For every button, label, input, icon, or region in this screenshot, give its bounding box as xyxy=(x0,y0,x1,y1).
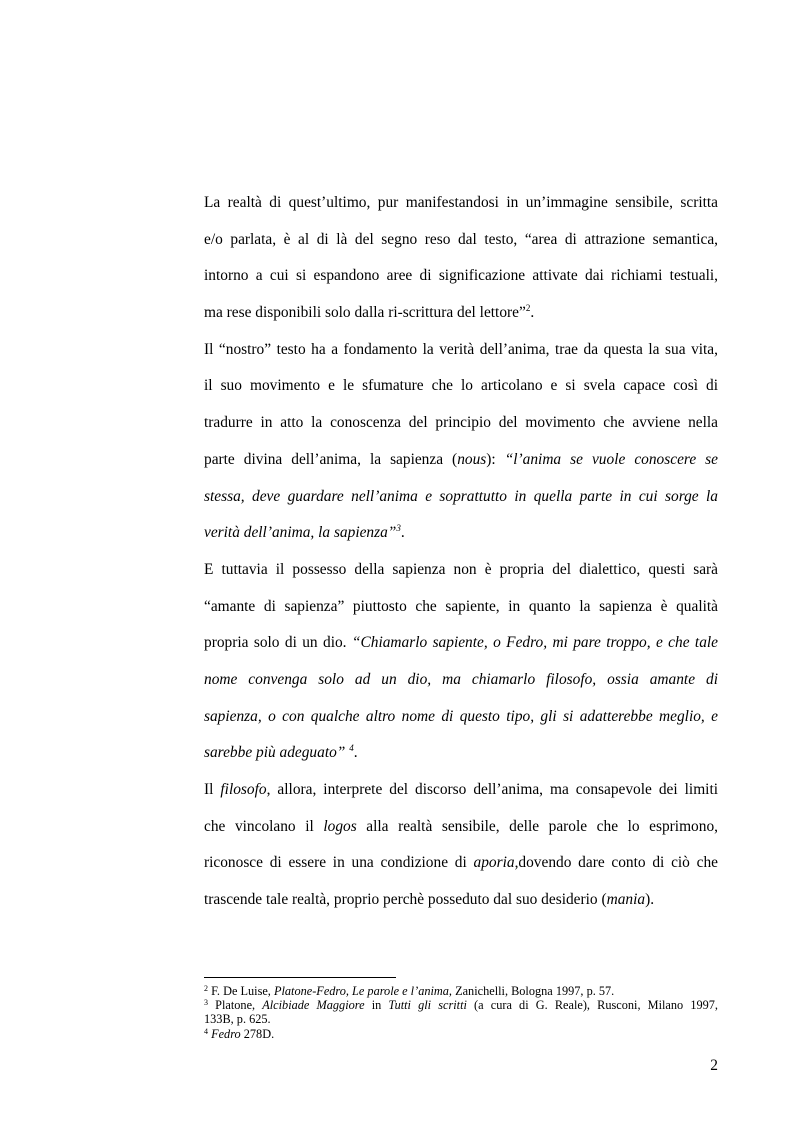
text-run: . xyxy=(530,304,535,322)
text-run: Platone, xyxy=(208,998,263,1013)
text-run: riconosce di essere in una condizione di xyxy=(204,854,474,872)
text-run: intorno a cui si espandono aree di significazione attivate dai richiami testuali, xyxy=(204,267,718,285)
footnote-line xyxy=(204,998,718,1012)
footnote-reference: 3 xyxy=(204,998,208,1008)
text-run: e/o parlata, è al di là del segno reso dal testo, “area di attrazione semantica, xyxy=(204,230,718,248)
footnote xyxy=(204,984,718,998)
text-run: F. De Luise, xyxy=(208,984,274,998)
text-run: alla realtà sensibile, delle parole che lo esprimono, xyxy=(356,817,718,835)
italic-text: Fedro xyxy=(211,1026,241,1041)
text-run: 133B, p. 625. xyxy=(204,1012,271,1027)
paragraph xyxy=(204,555,718,775)
text-run: E tuttavia il possesso della sapienza non è propria del dialettico, questi sarà xyxy=(204,560,718,578)
text-run: La realtà di quest’ultimo, pur manifestandosi in un’immagine sensibile, scritta xyxy=(204,194,718,211)
text-line xyxy=(204,555,718,592)
text-run: Il “nostro” testo ha a fondamento la verità dell’anima, trae da questa la sua vita, xyxy=(204,340,718,358)
text-line xyxy=(204,775,718,812)
italic-text: nous xyxy=(457,450,487,468)
text-run: . xyxy=(353,744,358,762)
footnote-reference: 2 xyxy=(525,303,531,314)
text-line xyxy=(204,371,718,408)
text-run: ma rese disponibili solo dalla ri-scrittura del lettore” xyxy=(204,304,526,322)
footnote xyxy=(204,1027,718,1041)
text-run: Zanichelli, Bologna 1997, p. 57. xyxy=(452,984,615,998)
italic-text: sarebbe più adeguato” xyxy=(204,744,350,762)
footnote xyxy=(204,998,718,1026)
text-run: tradurre in atto la conoscenza del principio del movimento che avviene nella xyxy=(204,414,718,432)
paragraph xyxy=(204,335,718,555)
text-line xyxy=(204,738,718,775)
text-line xyxy=(204,225,718,262)
text-run: (a cura di G. Reale), Rusconi, Milano 1997, xyxy=(466,998,718,1013)
paragraph xyxy=(204,775,718,922)
footnote-reference: 2 xyxy=(204,984,208,993)
text-run: 278D. xyxy=(240,1026,275,1041)
text-line xyxy=(204,848,718,885)
text-line xyxy=(204,298,718,335)
italic-text: aporia xyxy=(473,854,515,872)
footnote-reference: 4 xyxy=(204,1026,208,1036)
text-run: il suo movimento e le sfumature che lo articolano e si svela capace così di xyxy=(204,377,718,395)
footnote-separator xyxy=(204,977,396,978)
text-line xyxy=(204,592,718,629)
footnote-line xyxy=(204,1012,718,1026)
italic-text: Alcibiade Maggiore xyxy=(262,998,365,1013)
footnote-line xyxy=(204,984,718,998)
italic-text: verità dell’anima, la sapienza” xyxy=(204,524,397,542)
italic-text: stessa, deve guardare nell’anima e soprattutto in quella parte in cui sorge la xyxy=(204,487,718,505)
italic-text: filosofo xyxy=(220,781,267,798)
text-run: ,dovendo dare conto di ciò che xyxy=(514,854,718,872)
text-run: ): xyxy=(486,450,505,468)
text-run: Il xyxy=(204,781,221,798)
italic-text: mania xyxy=(606,891,646,909)
text-run: propria solo di un dio. xyxy=(204,634,352,652)
text-run: che vincolano il xyxy=(204,817,324,835)
text-line xyxy=(204,628,718,665)
footnote-reference: 4 xyxy=(349,743,354,754)
italic-text: sapienza, o con qualche altro nome di questo tipo, gli si adatterebbe meglio, e xyxy=(204,707,718,725)
text-line xyxy=(204,335,718,372)
text-line xyxy=(204,812,718,849)
text-run: trascende tale realtà, proprio perchè posseduto dal suo desiderio ( xyxy=(204,891,607,909)
footnote-reference: 3 xyxy=(396,523,401,534)
text-run: in xyxy=(364,998,389,1013)
text-line xyxy=(204,261,718,298)
text-run: parte divina dell’anima, la sapienza ( xyxy=(204,450,458,468)
italic-text: logos xyxy=(323,817,357,835)
italic-text: “Chiamarlo sapiente, o Fedro, mi pare troppo, e che tale xyxy=(351,634,719,652)
footnote-line xyxy=(204,1027,718,1041)
text-run: ). xyxy=(645,891,655,909)
page-number: 2 xyxy=(710,1057,718,1074)
italic-text: nome convenga solo ad un dio, ma chiamarlo filosofo, ossia amante di xyxy=(204,670,718,688)
text-line xyxy=(204,885,718,922)
footnotes xyxy=(204,984,718,1041)
body-text xyxy=(204,188,718,922)
paragraph xyxy=(204,188,718,335)
text-run: . xyxy=(400,524,405,542)
text-line xyxy=(204,188,718,225)
text-run: , allora, interprete del discorso dell’anima, ma consapevole dei limiti xyxy=(266,781,719,798)
text-line xyxy=(204,518,718,555)
text-line xyxy=(204,702,718,739)
italic-text: Tutti gli scritti xyxy=(388,998,467,1013)
text-line xyxy=(204,445,718,482)
italic-text: Platone-Fedro, Le parole e l’anima, xyxy=(273,984,453,998)
text-line xyxy=(204,482,718,519)
text-line xyxy=(204,665,718,702)
text-line xyxy=(204,408,718,445)
text-run: “amante di sapienza” piuttosto che sapiente, in quanto la sapienza è qualità xyxy=(204,597,718,615)
italic-text: “l’anima se vuole conoscere se xyxy=(504,450,718,468)
